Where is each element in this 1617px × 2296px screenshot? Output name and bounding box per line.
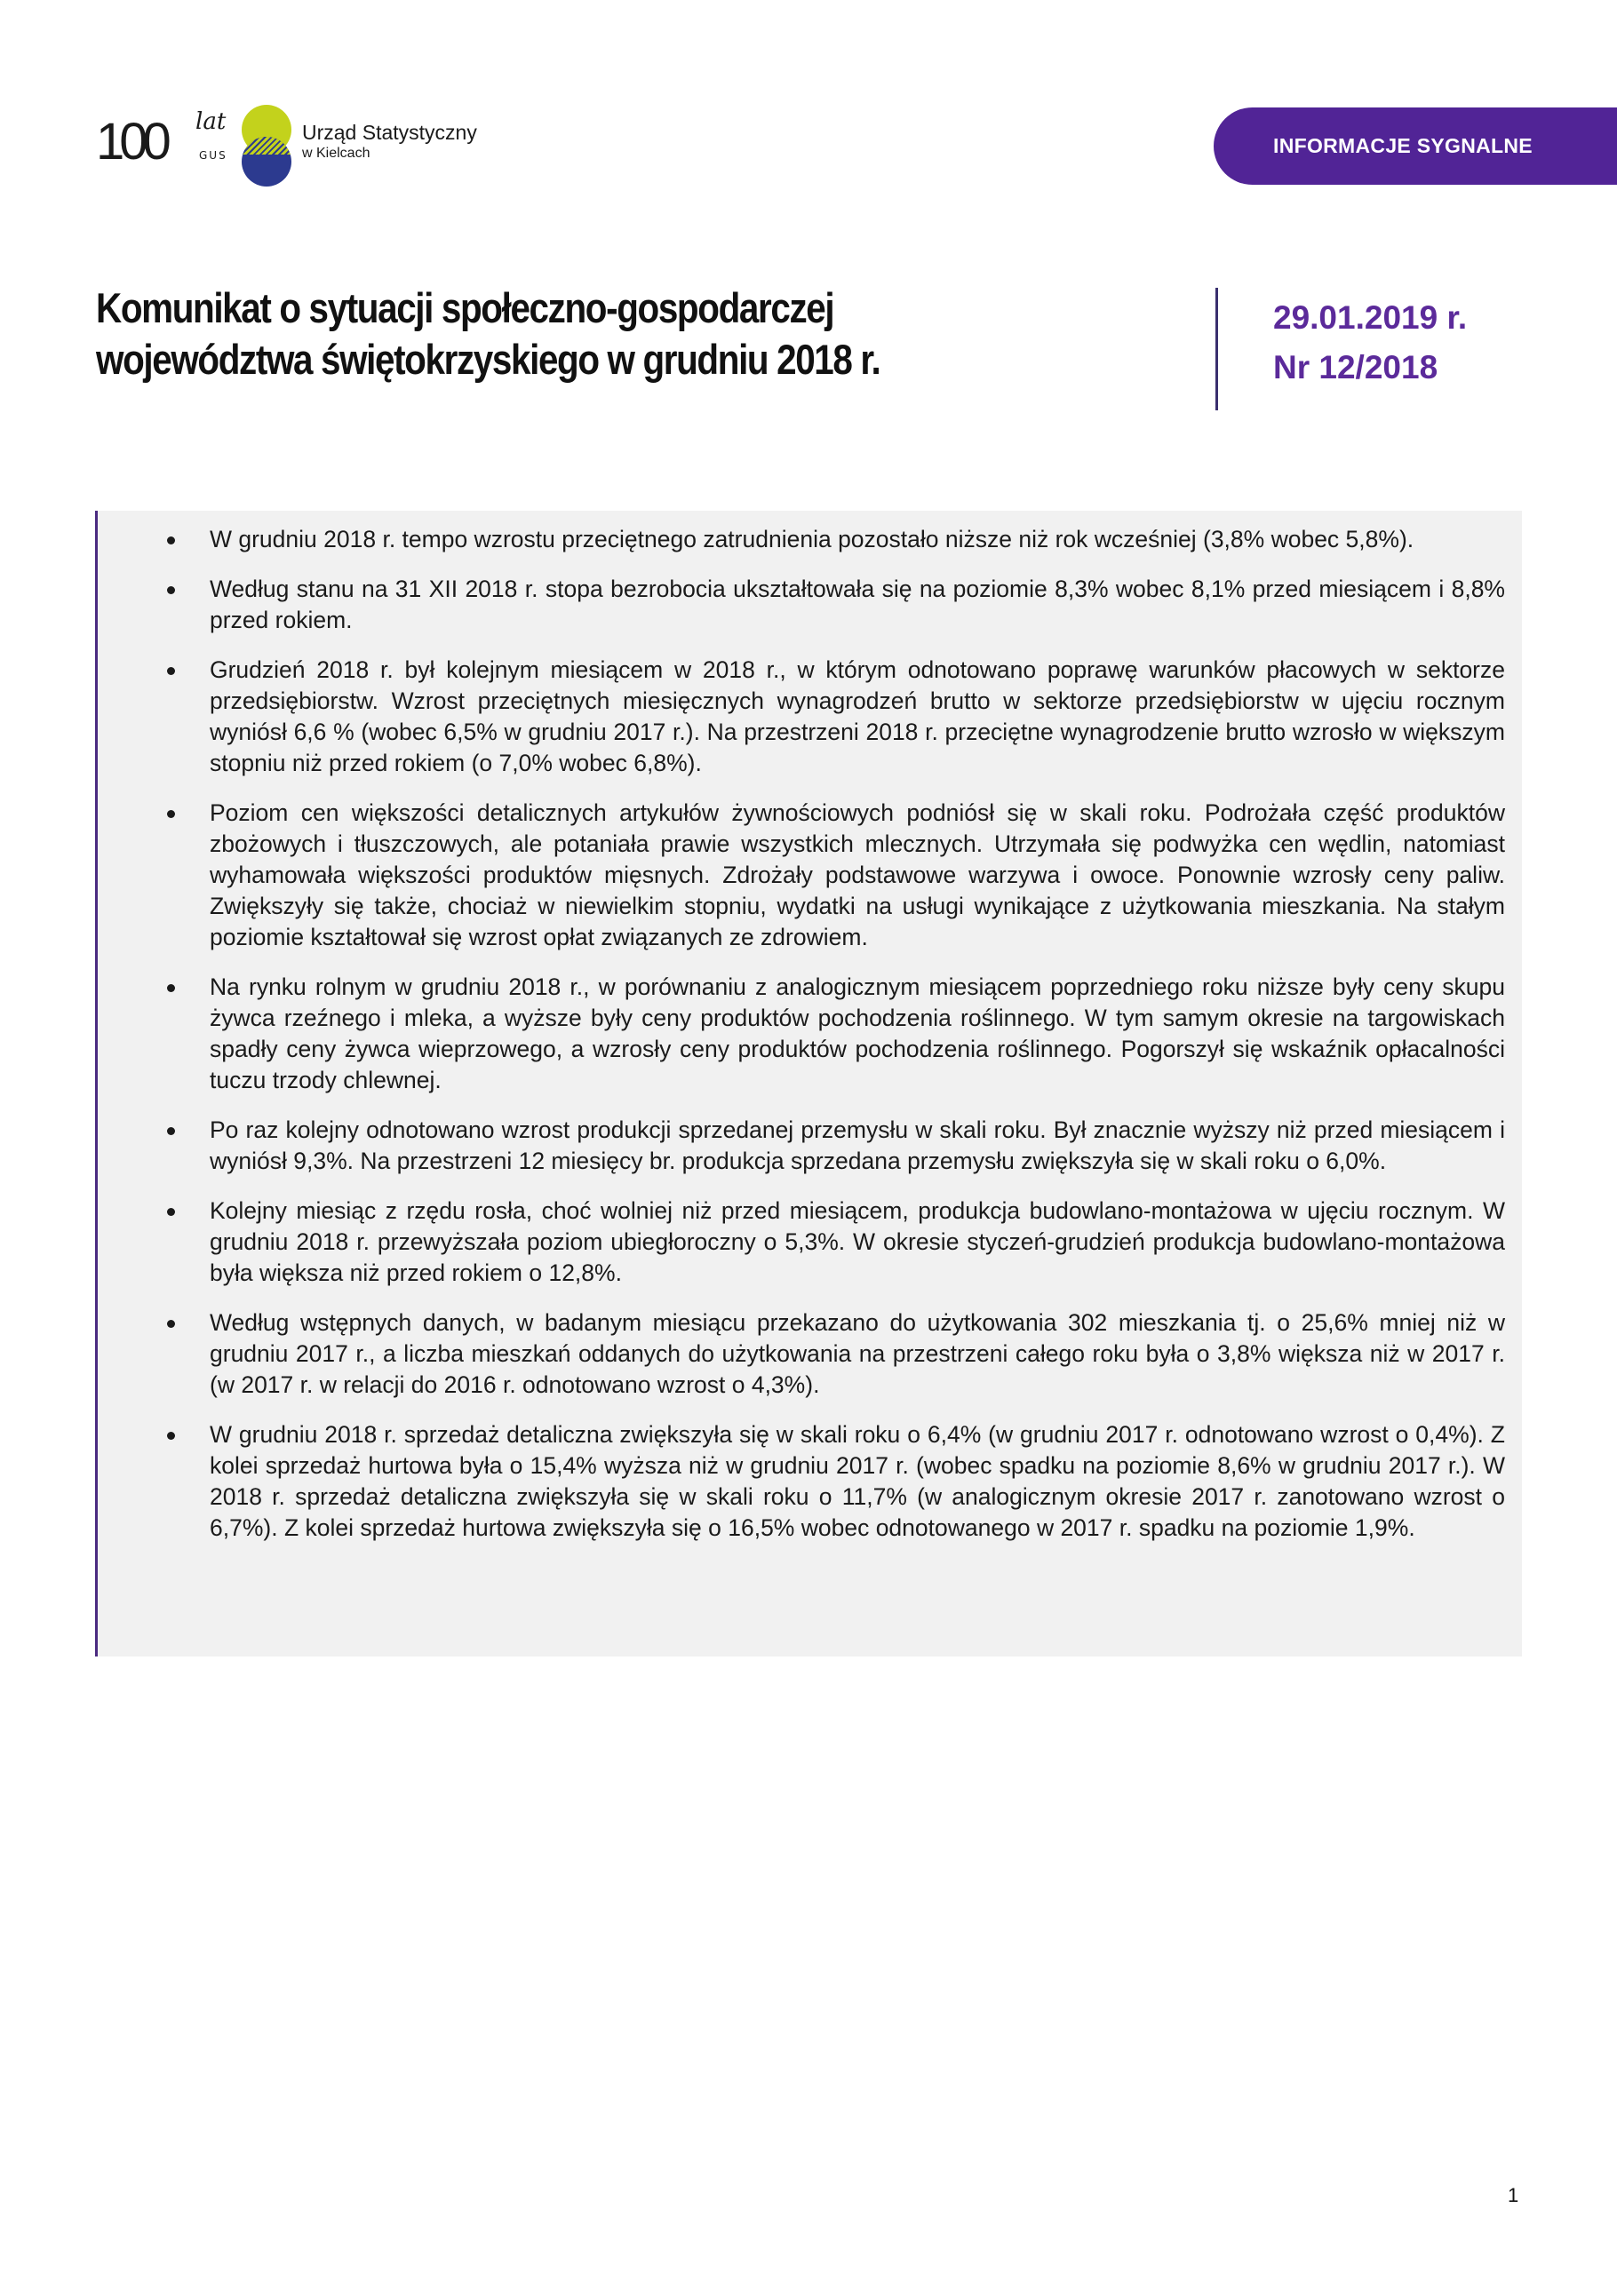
logo-hatched-overlap <box>242 137 291 155</box>
document-type-badge: INFORMACJE SYGNALNE <box>1214 107 1617 185</box>
highlight-text: Według stanu na 31 XII 2018 r. stopa bezrobocia ukształtowała się na poziomie 8,3% wobec 8,1% przed miesiącem i 8,8% przed rokiem. <box>210 576 1505 633</box>
highlight-item <box>167 1115 1505 1177</box>
office-name-line1: Urząd Statystyczny <box>302 121 477 144</box>
office-name <box>302 120 477 163</box>
issue-number: Nr 12/2018 <box>1273 349 1438 385</box>
office-name-line2: w Kielcach <box>302 146 370 161</box>
highlight-text: Grudzień 2018 r. był kolejnym miesiącem w 2018 r., w którym odnotowano poprawę warunków płacowych w sektorze przedsiębiorstw. Wzrost przeciętnych miesięcznych wynagrodzeń brutto w sektorze przedsiębiorstw w ujęciu rocznym wyniósł 6,6 % (wobec 6,5% w grudniu 2017 r.). Na przestrzeni 2018 r. przeciętne wynagrodzenie brutto wzrosło w większym stopniu niż przed rokiem (o 7,0% wobec 6,8%). <box>210 656 1505 776</box>
bullet-icon <box>167 984 175 992</box>
bullet-icon <box>167 1320 175 1328</box>
bullet-icon <box>167 667 175 675</box>
logo-lat-script: lat <box>195 108 227 135</box>
highlight-item <box>167 798 1505 953</box>
publication-meta <box>1273 293 1467 393</box>
page-title <box>96 282 1013 385</box>
bullet-icon <box>167 810 175 818</box>
highlight-text: Na rynku rolnym w grudniu 2018 r., w porównaniu z analogicznym miesiącem poprzedniego roku niższe były ceny skupu żywca rzeźnego i mleka, a wyższe były ceny produktów pochodzenia roślinnego. W tym samym okresie na targowiskach spadły ceny żywca wieprzowego, a wzrosły ceny produktów pochodzenia roślinnego. Pogorszył się wskaźnik opłacalności tuczu trzody chlewnej. <box>210 973 1505 1093</box>
highlight-text: Poziom cen większości detalicznych artykułów żywnościowych podniósł się w skali roku. Podrożała część produktów zbożowych i tłuszczowych, ale potaniała prawie wszystkich mlecznych. Utrzymała się podwyżka cen wędlin, natomiast wyhamowała większości produktów mięsnych. Zdrożały podstawowe warzywa i owoce. Ponownie wzrosły ceny paliw. Zwiększyły się także, chociaż w niewielkim stopniu, wydatki na usługi wynikające z użytkowania mieszkania. Na stałym poziomie kształtował się wzrost opłat związanych ze zdrowiem. <box>210 799 1505 950</box>
bullet-icon <box>167 536 175 544</box>
highlight-text: Po raz kolejny odnotowano wzrost produkcji sprzedanej przemysłu w skali roku. Był znacznie wyższy niż przed miesiącem i wyniósł 9,3%. Na przestrzeni 12 miesięcy br. produkcja sprzedana przemysłu zwiększyła się w skali roku o 6,0%. <box>210 1116 1505 1174</box>
highlight-item <box>167 972 1505 1096</box>
highlight-item <box>167 655 1505 779</box>
highlights-accent-bar <box>95 511 98 1656</box>
bullet-icon <box>167 586 175 594</box>
logo-100-digits: 100 <box>96 113 166 171</box>
highlight-item <box>167 1196 1505 1289</box>
highlight-item <box>167 1419 1505 1544</box>
bullet-icon <box>167 1127 175 1135</box>
bullet-icon <box>167 1208 175 1216</box>
bullet-icon <box>167 1432 175 1440</box>
page-title-line2: województwa świętokrzyskiego w grudniu 2018 r. <box>96 336 880 383</box>
highlight-text: Kolejny miesiąc z rzędu rosła, choć wolniej niż przed miesiącem, produkcja budowlano-montażowa w ujęciu rocznym. W grudniu 2018 r. przewyższała poziom ubiegłoroczny o 5,3%. W okresie styczeń-grudzień produkcja budowlano-montażowa była większa niż przed rokiem o 12,8%. <box>210 1197 1505 1286</box>
page-title-line1: Komunikat o sytuacji społeczno-gospodarczej <box>96 284 834 331</box>
gus-100-years-logo <box>96 108 229 171</box>
highlight-item <box>167 574 1505 636</box>
highlight-item <box>167 1307 1505 1401</box>
page-number: 1 <box>1508 2184 1519 2206</box>
highlight-text: Według wstępnych danych, w badanym miesiącu przekazano do użytkowania 302 mieszkania tj. o 25,6% mniej niż w grudniu 2017 r., a liczba mieszkań oddanych do użytkowania na przestrzeni całego roku była o 3,8% większa niż w 2017 r. (w 2017 r. w relacji do 2016 r. odnotowano wzrost o 4,3%). <box>210 1309 1505 1398</box>
publication-date: 29.01.2019 r. <box>1273 299 1468 336</box>
title-divider <box>1215 288 1218 410</box>
logo-gus-text: GUS <box>199 149 227 162</box>
highlight-item <box>167 524 1505 555</box>
highlights-list <box>167 524 1505 1562</box>
statistical-office-logo-icon <box>238 105 295 187</box>
highlight-text: W grudniu 2018 r. sprzedaż detaliczna zwiększyła się w skali roku o 6,4% (w grudniu 2017 r. odnotowano wzrost o 0,4%). Z kolei sprzedaż hurtowa była o 15,4% wyższa niż w grudniu 2017 r. (wobec spadku na poziomie 8,6% w grudniu 2017 r.). W 2018 r. sprzedaż detaliczna zwiększyła się w skali roku o 11,7% (w analogicznym okresie 2017 r. zanotowano wzrost o 6,7%). Z kolei sprzedaż hurtowa zwiększyła się o 16,5% wobec odnotowanego w 2017 r. spadku na poziomie 1,9%. <box>210 1421 1505 1541</box>
highlight-text: W grudniu 2018 r. tempo wzrostu przeciętnego zatrudnienia pozostało niższe niż rok wcześniej (3,8% wobec 5,8%). <box>210 526 1414 552</box>
